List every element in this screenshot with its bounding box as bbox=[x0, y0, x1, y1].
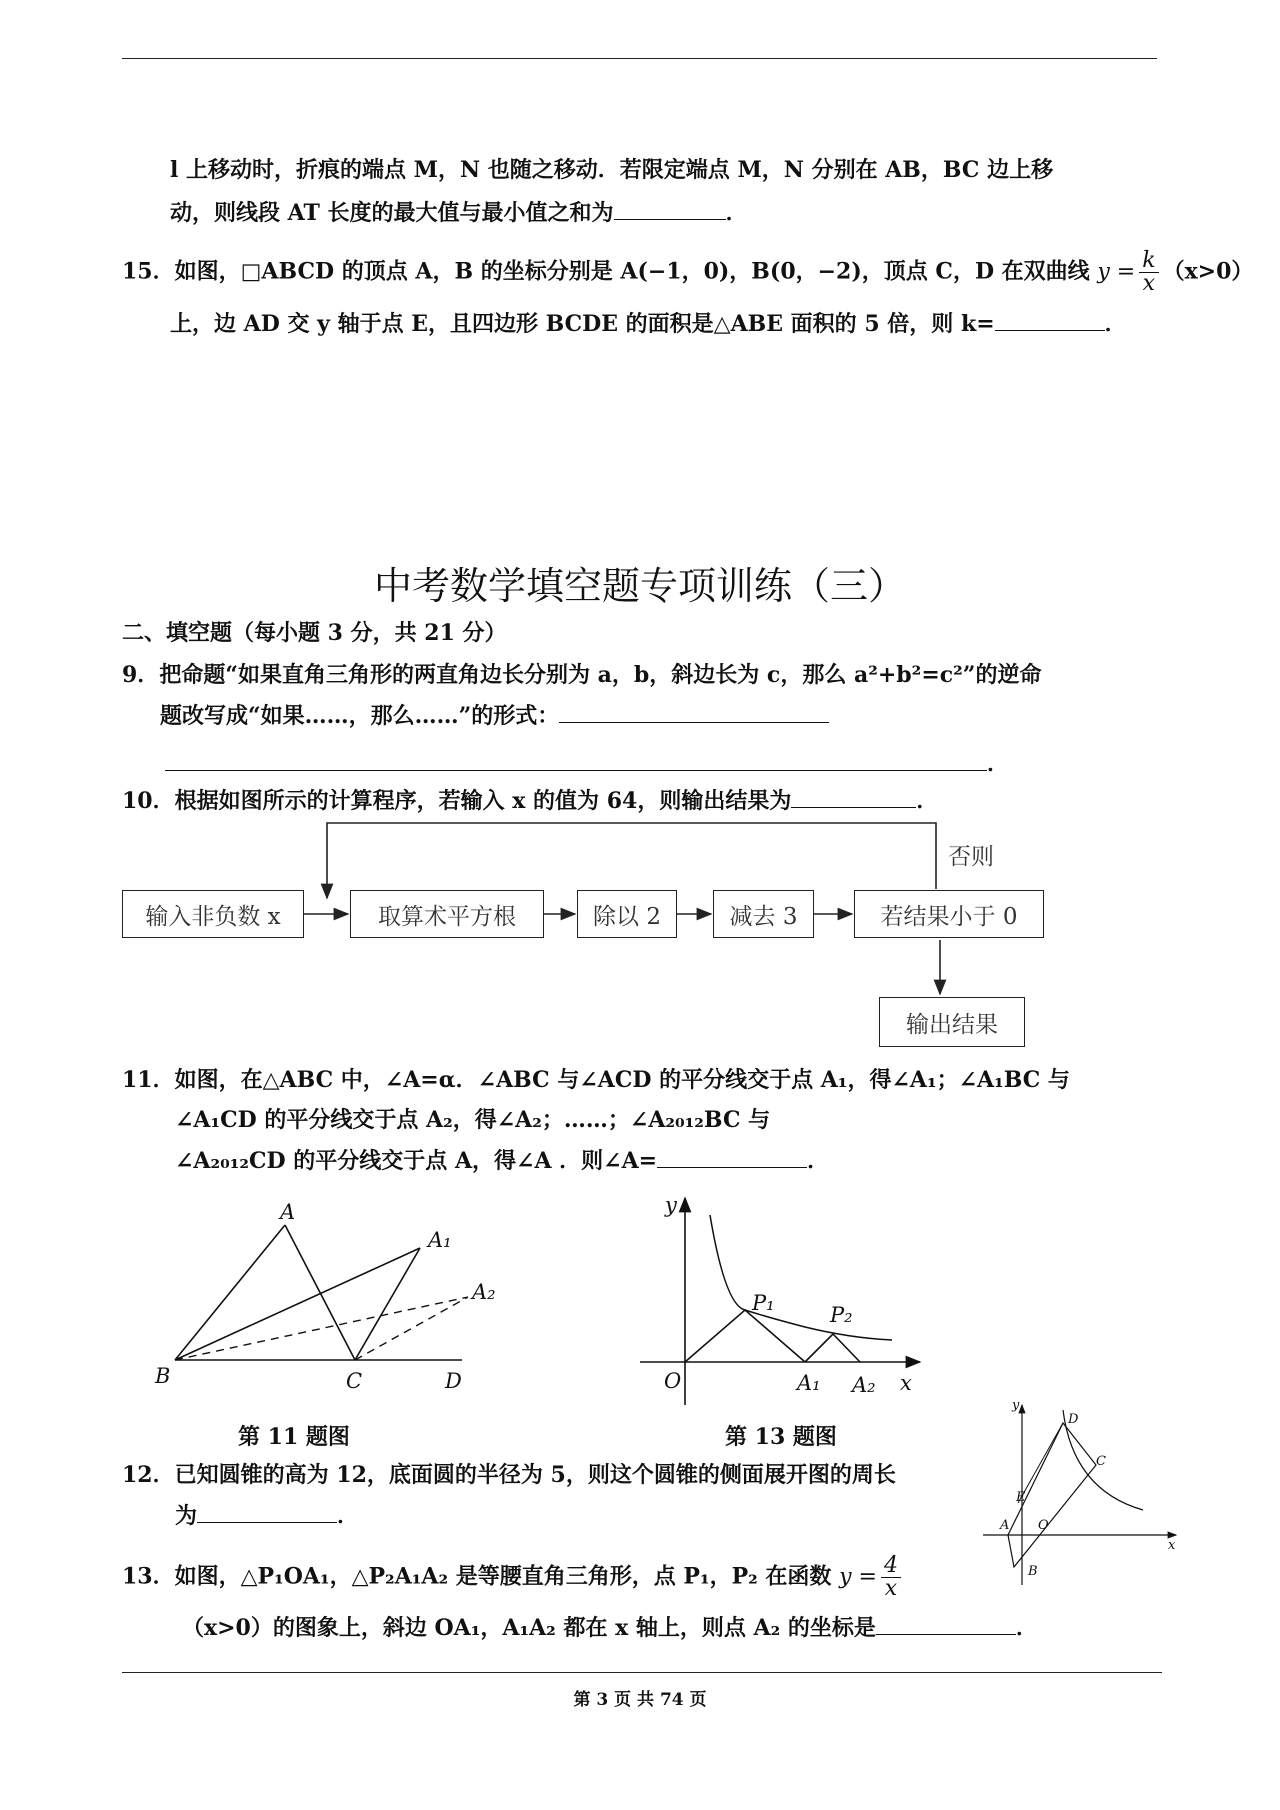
header-rule bbox=[122, 58, 1157, 59]
q11-figure bbox=[150, 1195, 510, 1395]
q13-fig-label-O: O bbox=[664, 1369, 682, 1393]
q9-line-2: 题改写成“如果……，那么……”的形式： bbox=[160, 700, 829, 731]
q10-flow-box-sqrt: 取算术平方根 bbox=[350, 890, 544, 938]
q9-answer-blank-2[interactable] bbox=[165, 748, 987, 771]
q11-fig-label-A2: A₂ bbox=[472, 1280, 496, 1304]
q11-line-3: ∠A₂₀₁₂CD 的平分线交于点 A，得∠A ．则∠A= ． bbox=[175, 1145, 829, 1176]
q15-fig-label-y: y bbox=[1012, 1398, 1020, 1413]
q13-fig-label-y: y bbox=[665, 1193, 677, 1217]
q15-fig-label-D: D bbox=[1068, 1412, 1079, 1427]
q9-number: 9． bbox=[122, 662, 160, 688]
q14-line-1: l 上移动时，折痕的端点 M，N 也随之移动．若限定端点 M，N 分别在 AB，BC 边上移 bbox=[170, 157, 1054, 183]
q13-fig-label-x: x bbox=[900, 1371, 912, 1395]
q15-fig-label-B: B bbox=[1028, 1564, 1038, 1579]
footer-rule bbox=[122, 1672, 1162, 1673]
q10-flow-box-divide: 除以 2 bbox=[577, 890, 677, 938]
q13-fig-label-A1: A₁ bbox=[797, 1371, 821, 1395]
q12-line-2: 为 ． bbox=[175, 1500, 359, 1531]
q12-answer-blank[interactable] bbox=[197, 1500, 337, 1523]
q15-fig-label-O: O bbox=[1038, 1518, 1049, 1533]
q14-line-2: 动，则线段 AT 长度的最大值与最小值之和为 ． bbox=[170, 197, 748, 228]
q11-answer-blank[interactable] bbox=[657, 1145, 807, 1168]
q12-line-1: 12．已知圆锥的高为 12，底面圆的半径为 5，则这个圆锥的侧面展开图的周长 bbox=[122, 1462, 896, 1488]
q13-line-1: 13．如图，△P₁OA₁，△P₂A₁A₂ 是等腰直角三角形，点 P₁，P₂ 在函数 y = $\frac{4}{x}$ bbox=[122, 1555, 905, 1600]
q15-fig-label-C: C bbox=[1096, 1454, 1106, 1469]
q13-fig-label-A2: A₂ bbox=[852, 1373, 876, 1397]
q11-number: 11． bbox=[122, 1067, 175, 1093]
q15-fig-label-x: x bbox=[1168, 1538, 1176, 1553]
q15-figure bbox=[978, 1395, 1178, 1595]
q10-flow-box-input: 输入非负数 x bbox=[122, 890, 304, 938]
q15-fraction: $\frac{k}{x}$ bbox=[1139, 250, 1158, 295]
q11-fig-label-C: C bbox=[346, 1369, 363, 1393]
q13-answer-blank[interactable] bbox=[876, 1612, 1016, 1635]
q13-figure bbox=[630, 1190, 930, 1420]
q15-fig-label-E: E bbox=[1016, 1490, 1026, 1505]
q15-answer-blank[interactable] bbox=[995, 308, 1105, 331]
q10-line-1: 10．根据如图所示的计算程序，若输入 x 的值为 64，则输出结果为 ． bbox=[122, 785, 938, 816]
q13-fig-label-P2: P₂ bbox=[830, 1303, 853, 1327]
q15-line-2: 上，边 AD 交 y 轴于点 E，且四边形 BCDE 的面积是△ABE 面积的 5 倍，则 k= ． bbox=[170, 308, 1127, 339]
q9-line-3: ． bbox=[165, 748, 1009, 779]
q11-figure-caption: 第 11 题图 bbox=[238, 1424, 350, 1450]
q13-figure-caption: 第 13 题图 bbox=[725, 1424, 837, 1450]
q11-fig-label-A: A bbox=[280, 1200, 296, 1224]
q13-line-2: （x>0）的图象上，斜边 OA₁，A₁A₂ 都在 x 轴上，则点 A₂ 的坐标是 ． bbox=[182, 1612, 1038, 1643]
q11-fig-label-D: D bbox=[445, 1369, 462, 1393]
q11-fig-label-B: B bbox=[155, 1364, 171, 1388]
q15-number: 15． bbox=[122, 258, 175, 285]
q13-number: 13． bbox=[122, 1563, 175, 1590]
q14-answer-blank[interactable] bbox=[614, 197, 726, 220]
page-title: 中考数学填空题专项训练（三） bbox=[373, 564, 906, 608]
section-header: 二、填空题（每小题 3 分，共 21 分） bbox=[122, 620, 507, 646]
q10-number: 10． bbox=[122, 788, 175, 814]
q9-line-1: 9．把命题“如果直角三角形的两直角边长分别为 a，b，斜边长为 c，那么 a²+b²=c²”的逆命 bbox=[122, 662, 1042, 688]
q10-flow-box-subtract: 减去 3 bbox=[713, 890, 814, 938]
q11-fig-label-A1: A₁ bbox=[428, 1228, 452, 1252]
q12-number: 12． bbox=[122, 1462, 175, 1488]
q11-line-1: 11．如图，在△ABC 中，∠A=α．∠ABC 与∠ACD 的平分线交于点 A₁，得∠A₁；∠A₁BC 与 bbox=[122, 1067, 1070, 1093]
q13-fig-label-P1: P₁ bbox=[752, 1291, 775, 1315]
q15-line-1: 15．如图，□ABCD 的顶点 A，B 的坐标分别是 A(−1，0)，B(0，−2)，顶点 C，D 在双曲线 y = $\frac{k}{x}$ （x>0） bbox=[122, 248, 1254, 296]
q15-fig-label-A: A bbox=[1000, 1518, 1010, 1533]
q10-flow-else-label: 否则 bbox=[948, 844, 994, 870]
q13-fraction: $\frac{4}{x}$ bbox=[881, 1555, 901, 1600]
q10-flow-box-condition: 若结果小于 0 bbox=[854, 890, 1044, 938]
q11-line-2: ∠A₁CD 的平分线交于点 A₂，得∠A₂；……；∠A₂₀₁₂BC 与 bbox=[175, 1107, 771, 1133]
q9-answer-blank-1[interactable] bbox=[559, 700, 829, 723]
q10-flow-box-output: 输出结果 bbox=[879, 997, 1025, 1047]
page-number: 第 3 页 共 74 页 bbox=[573, 1690, 707, 1710]
